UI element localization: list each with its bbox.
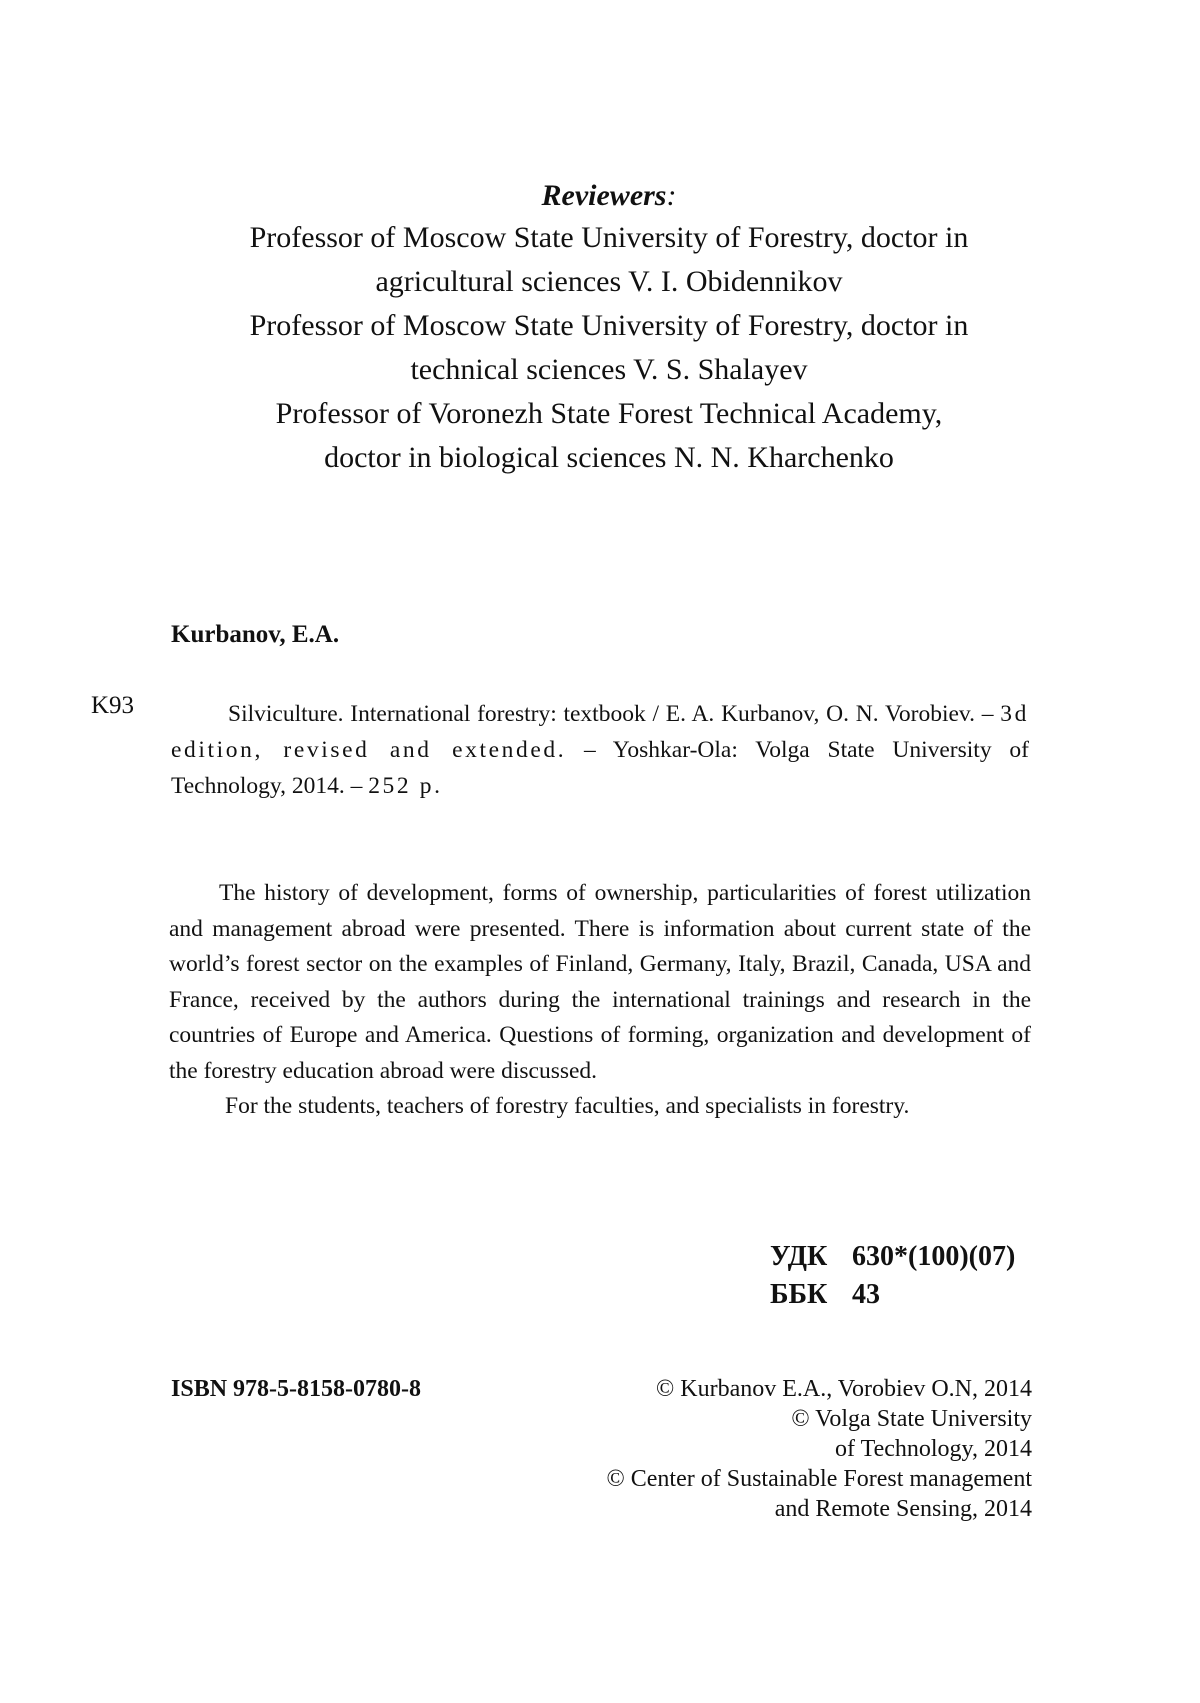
copyright-line: © Kurbanov E.A., Vorobiev O.N, 2014 bbox=[656, 1376, 1032, 1402]
biblio-edition: 3d edition, revised and extended. bbox=[171, 701, 1029, 763]
bbk-row bbox=[770, 1276, 1015, 1314]
copyright-line: © Center of Sustainable Forest management bbox=[606, 1466, 1032, 1492]
reviewers-heading bbox=[0, 176, 1200, 216]
biblio-title-part: Silviculture. International forestry: textbook / E. A. Kurbanov, O. N. Vorobiev. – bbox=[228, 701, 1001, 727]
copyright-block bbox=[607, 1374, 1032, 1524]
reviewer-3-line-1: Professor of Voronezh State Forest Technical Academy, bbox=[275, 397, 943, 430]
udk-label: УДК bbox=[770, 1241, 828, 1272]
author-heading: Kurbanov, E.A. bbox=[171, 621, 340, 648]
classification-code: K93 bbox=[91, 692, 135, 719]
bbk-value: 43 bbox=[852, 1279, 880, 1310]
reviewer-3-line-2: doctor in biological sciences N. N. Kharchenko bbox=[324, 441, 894, 474]
reviewers-heading-text: Reviewers bbox=[541, 179, 667, 212]
reviewers-block bbox=[0, 176, 1200, 480]
annotation-audience: For the students, teachers of forestry faculties, and specialists in forestry. bbox=[225, 1093, 910, 1119]
udk-value: 630*(100)(07) bbox=[852, 1241, 1016, 1272]
isbn-number: ISBN 978-5-8158-0780-8 bbox=[171, 1376, 421, 1402]
reviewer-2-line-2: technical sciences V. S. Shalayev bbox=[410, 353, 808, 386]
copyright-line: and Remote Sensing, 2014 bbox=[774, 1496, 1032, 1522]
annotation-block bbox=[169, 876, 1031, 1125]
reviewers-heading-colon: : bbox=[666, 179, 677, 212]
reviewer-1-line-1: Professor of Moscow State University of Forestry, doctor in bbox=[249, 221, 969, 254]
bbk-label: ББК bbox=[770, 1279, 828, 1310]
udk-row bbox=[770, 1238, 1015, 1276]
index-codes-block bbox=[770, 1238, 1015, 1314]
biblio-publisher-part: – Yoshkar-Ola: Volga State University of Technology, 2014. – bbox=[171, 737, 1029, 799]
annotation-paragraph: The history of development, forms of ownership, particularities of forest utilization and management abroad were presented. There is information about current state of the world’s forest sector on the examples of Finland, Germany, Italy, Brazil, Canada, USA and France, received by the authors during the international trainings and research in the countries of Europe and America. Questions of forming, organization and development of the forestry education abroad were discussed. bbox=[169, 880, 1031, 1084]
reviewer-2-line-1: Professor of Moscow State University of Forestry, doctor in bbox=[249, 309, 969, 342]
copyright-line: © Volga State University bbox=[791, 1406, 1032, 1432]
reviewer-1-line-2: agricultural sciences V. I. Obidennikov bbox=[375, 265, 843, 298]
copyright-line: of Technology, 2014 bbox=[835, 1436, 1032, 1462]
bibliographic-description bbox=[171, 696, 1029, 804]
biblio-pages: 252 p. bbox=[368, 773, 443, 799]
